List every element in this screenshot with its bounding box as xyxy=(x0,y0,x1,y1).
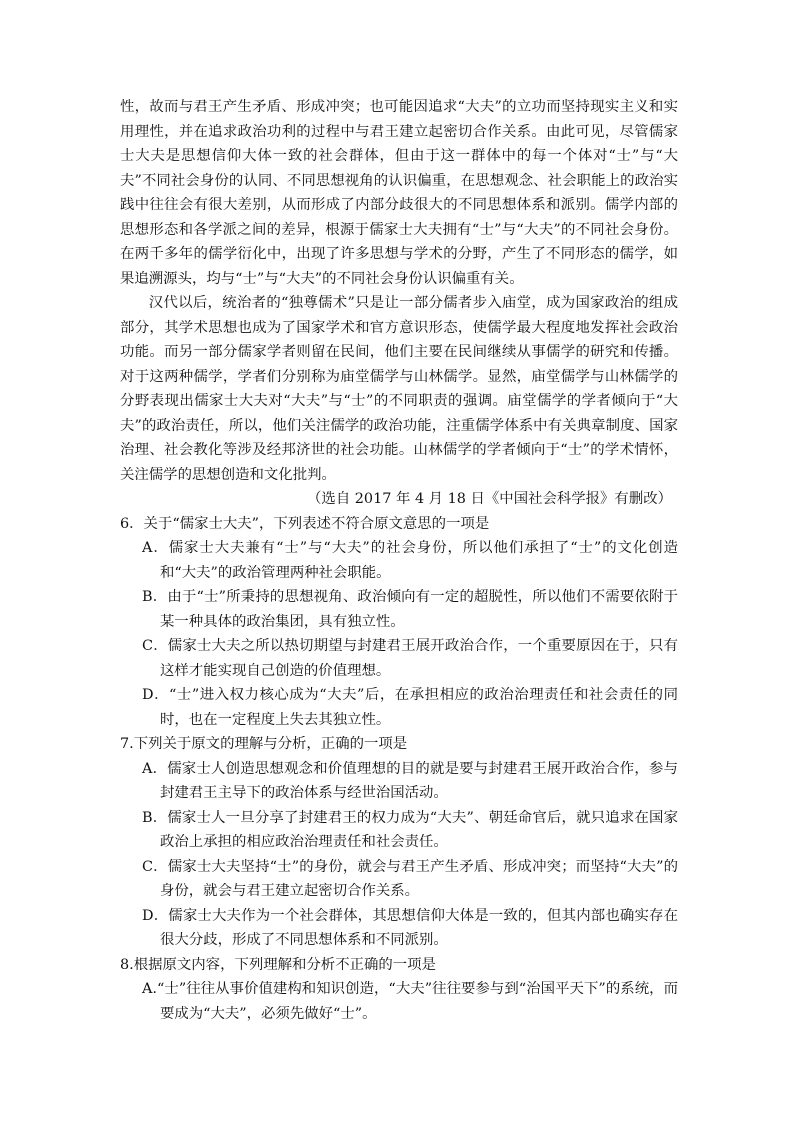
option-c: C．儒家士大夫坚持“士”的身份，就会与君王产生矛盾、形成冲突；而坚持“大夫”的身份，就会与君王建立起密切合作关系。 xyxy=(142,858,678,899)
question-stem: 8.根据原文内容，下列理解和分析不正确的一项是 xyxy=(120,956,436,973)
question-stem: 6．关于“儒家士大夫”，下列表述不符合原文意思的一项是 xyxy=(120,515,490,532)
question-6 xyxy=(120,512,678,733)
document-page xyxy=(120,95,678,1026)
passage-paragraph-1: 性，故而与君王产生矛盾、形成冲突；也可能因追求“大夫”的立功而坚持现实主义和实用理性，并在追求政治功利的过程中与君王建立起密切合作关系。由此可见，尽管儒家士大夫是思想信仰大体一致的社会群体，但由于这一群体中的每一个体对“士”与“大夫”不同社会身份的认同、不同思想视角的认识偏重，在思想观念、社会职能上的政治实践中往往会有很大差别，从而形成了内部分歧很大的不同思想体系和派别。儒学内部的思想形态和各学派之间的差异，根源于儒家士大夫拥有“士”与“大夫”的不同社会身份。在两千多年的儒学衍化中，出现了许多思想与学术的分野，产生了不同形态的儒学，如果追溯源头，均与“士”与“大夫”的不同社会身份认识偏重有关。 xyxy=(120,99,678,287)
question-8 xyxy=(120,953,678,1027)
option-d: D．儒家士大夫作为一个社会群体，其思想信仰大体是一致的，但其内部也确实存在很大分歧，形成了不同思想体系和不同派别。 xyxy=(142,907,678,948)
option-a: A．儒家士人创造思想观念和价值理想的目的就是要与封建君王展开政治合作，参与封建君王主导下的政治体系与经世治国活动。 xyxy=(142,760,678,801)
option-b: B．由于“士”所秉持的思想视角、政治倾向有一定的超脱性，所以他们不需要依附于某一种具体的政治集团，具有独立性。 xyxy=(142,589,678,630)
passage-paragraph-2: 汉代以后，统治者的“独尊儒术”只是让一部分儒者步入庙堂，成为国家政治的组成部分，其学术思想也成为了国家学术和官方意识形态，使儒学最大程度地发挥社会政治功能。而另一部分儒家学者则留在民间，他们主要在民间继续从事儒学的研究和传播。对于这两种儒学，学者们分别称为庙堂儒学与山林儒学。显然，庙堂儒学与山林儒学的分野表现出儒家士大夫对“大夫”与“士”的不同职责的强调。庙堂儒学的学者倾向于“大夫”的政治责任，所以，他们关注儒学的政治功能，注重儒学体系中有关典章制度、国家治理、社会教化等涉及经邦济世的社会功能。山林儒学的学者倾向于“士”的学术情怀，关注儒学的思想创造和文化批判。 xyxy=(120,295,678,483)
question-stem: 7.下列关于原文的理解与分析，正确的一项是 xyxy=(120,736,408,752)
option-a: A.“士”往往从事价值建构和知识创造，“大夫”往往要参与到“治国平天下”的系统，而要成为“大夫”，必须先做好“士”。 xyxy=(142,981,678,1022)
option-a: A．儒家士大夫兼有“士”与“大夫”的社会身份，所以他们承担了“士”的文化创造和“大夫”的政治管理两种社会职能。 xyxy=(142,540,678,581)
passage-source: （选自 2017 年 4 月 18 日《中国社会科学报》有删改） xyxy=(307,491,672,507)
option-c: C．儒家士大夫之所以热切期望与封建君王展开政治合作，一个重要原因在于，只有这样才能实现自己创造的价值理想。 xyxy=(142,638,678,679)
question-7 xyxy=(120,732,678,953)
option-d: D．“士”进入权力核心成为“大夫”后，在承担相应的政治治理责任和社会责任的同时，也在一定程度上失去其独立性。 xyxy=(142,687,678,728)
option-b: B．儒家士人一旦分享了封建君王的权力成为“大夫”、朝廷命官后，就只追求在国家政治上承担的相应政治治理责任和社会责任。 xyxy=(142,809,678,850)
